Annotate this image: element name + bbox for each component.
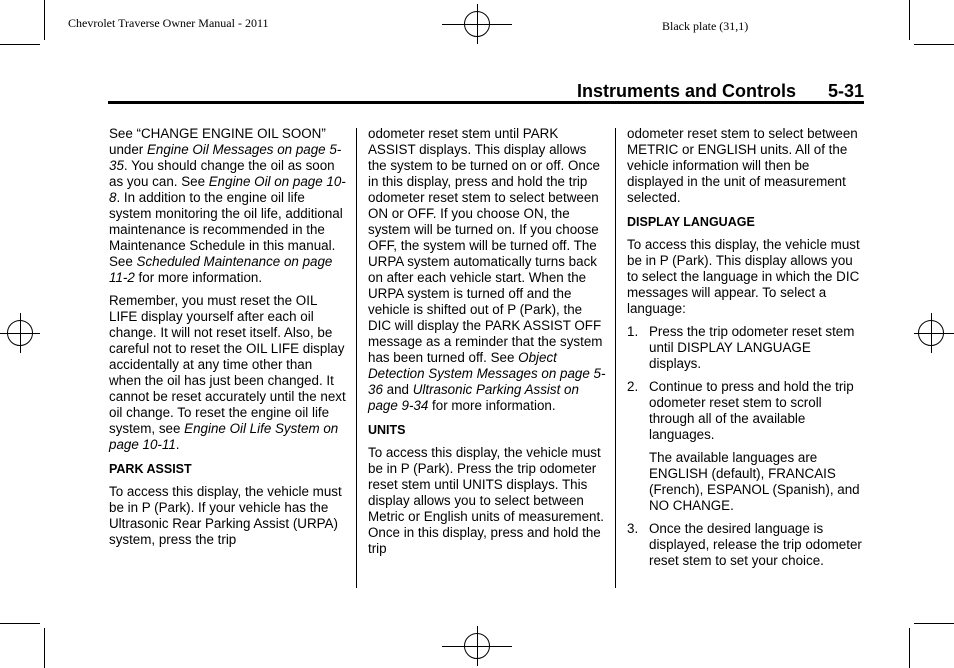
column-2 xyxy=(368,126,606,564)
crop-mark xyxy=(0,44,40,45)
list-item: 1. Press the trip odometer reset stem until DISPLAY LANGUAGE displays. xyxy=(627,324,855,371)
steps-list xyxy=(627,324,863,443)
plate-label: Black plate (31,1) xyxy=(662,19,749,33)
list-item: 3. Once the desired language is displayed, release the trip odometer reset stem to set your choice. xyxy=(627,521,862,568)
list-item: 2. Continue to press and hold the trip odometer reset stem to scroll through all of the available languages. xyxy=(627,379,854,442)
subheading-units: UNITS xyxy=(368,423,406,437)
step-note: The available languages are ENGLISH (default), FRANCAIS (French), ESPANOL (Spanish), and NO CHANGE. xyxy=(649,450,860,513)
crop-mark xyxy=(0,623,40,624)
crop-mark xyxy=(44,628,45,668)
section-title: Instruments and Controls xyxy=(576,81,796,101)
cross-reference: Object Detection System Messages on page 5-36 xyxy=(368,350,606,397)
paragraph: odometer reset stem until PARK ASSIST displays. This display allows the system to be turned on or off. Once in this display, press and hold the trip odometer reset stem to select between ON or OFF. If you choose ON, the system will be turned on. If you choose OFF, the system will be turned off. The URPA system automatically turns back on after each vehicle start. When the URPA system is turned off and the vehicle is shifted out of P (Park), the DIC will display the PARK ASSIST OFF message as a reminder that the system has been turned off. See Object Detection System Messages on page 5-36 and Ultrasonic Parking Assist on page 9-34 for more information. xyxy=(368,126,606,413)
column-3 xyxy=(627,126,863,576)
cross-reference: Scheduled Maintenance on page 11-2 xyxy=(109,254,333,285)
steps-list xyxy=(627,521,863,569)
column-divider xyxy=(356,128,357,588)
crop-mark xyxy=(909,0,910,40)
subheading-park-assist: PARK ASSIST xyxy=(109,462,192,476)
page-number: 5-31 xyxy=(827,81,864,101)
paragraph: To access this display, the vehicle must be in P (Park). This display allows you to select the language in which the DIC messages will appear. To select a language: xyxy=(627,237,860,316)
cross-reference: Ultrasonic Parking Assist on page 9-34 xyxy=(368,382,579,413)
section-header xyxy=(108,80,864,102)
crop-mark xyxy=(44,0,45,40)
cross-reference: Engine Oil Life System on page 10-11 xyxy=(109,421,339,452)
column-divider xyxy=(615,128,616,588)
crop-mark xyxy=(914,44,954,45)
paragraph: Remember, you must reset the OIL LIFE display yourself after each oil change. It will not reset itself. Also, be careful not to reset the OIL LIFE display accidentally at any time other than when the oil has just been changed. It cannot be reset accurately until the next oil change. To reset the engine oil life system, see Engine Oil Life System on page 10-11. xyxy=(109,293,346,452)
cross-reference: Engine Oil Messages on page 5-35 xyxy=(109,142,342,173)
cross-reference: Engine Oil on page 10-8 xyxy=(109,174,346,205)
paragraph: See “CHANGE ENGINE OIL SOON” under Engine Oil Messages on page 5-35. You should change the oil as soon as you can. See Engine Oil on page 10-8. In addition to the engine oil life system monitoring the oil life, additional maintenance is recommended in the Maintenance Schedule in this manual. See Scheduled Maintenance on page 11-2 for more information. xyxy=(109,126,346,285)
column-1 xyxy=(109,126,347,555)
header-rule xyxy=(108,101,864,104)
paragraph: To access this display, the vehicle must be in P (Park). Press the trip odometer reset stem until UNITS displays. This display allows you to select between Metric or English units of measurement. Once in this display, press and hold the trip xyxy=(368,445,604,556)
subheading-display-language: DISPLAY LANGUAGE xyxy=(627,215,755,229)
paragraph: To access this display, the vehicle must be in P (Park). If your vehicle has the Ultrasonic Rear Parking Assist (URPA) system, press the trip xyxy=(109,484,342,547)
paragraph: odometer reset stem to select between METRIC or ENGLISH units. All of the vehicle information will then be displayed in the unit of measurement selected. xyxy=(627,126,858,205)
crop-mark xyxy=(914,623,954,624)
manual-title: Chevrolet Traverse Owner Manual - 2011 xyxy=(68,16,269,30)
crop-mark xyxy=(909,628,910,668)
